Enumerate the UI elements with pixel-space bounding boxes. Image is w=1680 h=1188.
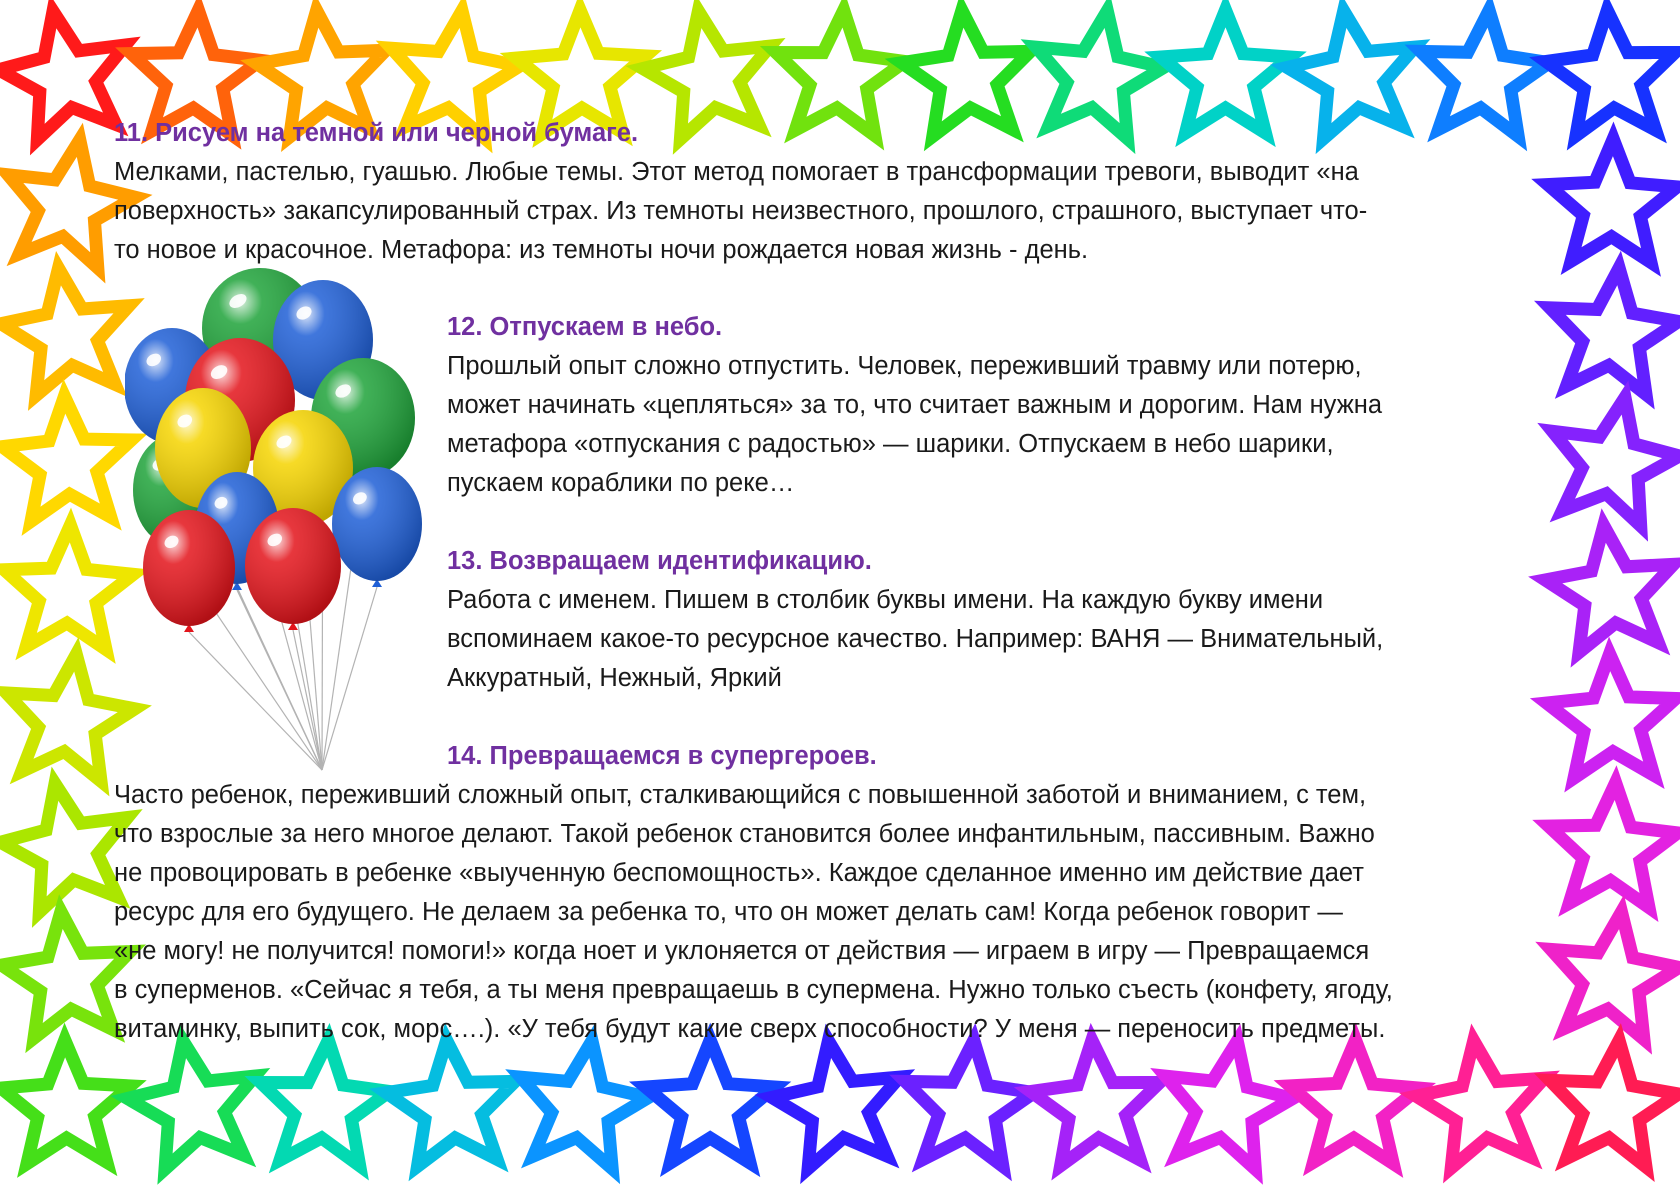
section-12-line: пускаем кораблики по реке…	[447, 469, 795, 497]
section-13	[447, 542, 1383, 698]
section-14-line: Часто ребенок, переживший сложный опыт, сталкивающийся с повышенной заботой и вниманием, с тем,	[114, 781, 1367, 809]
star-icon	[1166, 1041, 1293, 1169]
star-icon	[4, 525, 133, 649]
star-icon	[1, 268, 129, 395]
star-icon	[128, 1041, 255, 1169]
star-icon	[1, 784, 128, 912]
section-14-line: не провоцировать в ребенке «выученную беспомощность». Каждое сделанное именно им действие дает	[114, 859, 1364, 887]
star-icon	[386, 1040, 515, 1166]
section-11-line: поверхность» закапсулированный страх. Из темноты неизвестного, прошлого, страшного, выступает что-	[114, 197, 1368, 225]
balloon-icon	[245, 508, 341, 630]
section-11	[114, 114, 1367, 270]
section-14-line: в суперменов. «Сейчас я тебя, а ты меня превращаешь в супермена. Нужно только съесть (конфету, ягоду,	[114, 976, 1393, 1004]
section-13-line: Работа с именем. Пишем в столбик буквы имени. На каждую букву имени	[447, 586, 1324, 614]
star-icon	[521, 1041, 649, 1169]
section-14	[114, 737, 1393, 1049]
section-14-line: «не могу! не получится! помоги!» когда ноет и уклоняется от действия — играем в игру — Превращаемся	[114, 937, 1370, 965]
balloon-icon	[332, 467, 422, 587]
section-11-line: Мелками, пастелью, гуашью. Любые темы. Этот метод помогает в трансформации тревоги, выводит «на	[114, 158, 1359, 186]
section-12-line: может начинать «цепляться» за то, что считает важным и дорогим. Нам нужна	[447, 391, 1383, 419]
section-12-line: метафора «отпускания с радостью» — шарики. Отпускаем в небо шарики,	[447, 430, 1334, 458]
star-icon	[772, 1041, 900, 1169]
section-12-heading: 12. Отпускаем в небо.	[447, 313, 723, 341]
star-icon	[1545, 526, 1673, 653]
star-icon	[261, 1040, 390, 1166]
section-14-line: витаминку, выпить сок, морс….). «У тебя будут какие сверх способности? У меня — переносить предметы.	[114, 1015, 1386, 1043]
star-icon	[0, 11, 126, 139]
section-12-line: Прошлый опыт сложно отпустить. Человек, переживший травму или потерю,	[447, 352, 1362, 380]
star-icon	[1550, 1040, 1679, 1167]
star-icon	[1416, 1041, 1544, 1168]
section-11-line: то новое и красочное. Метафора: из темноты ночи рождается новая жизнь - день.	[114, 236, 1089, 264]
star-icon	[1547, 654, 1676, 778]
section-11-heading: 11. Рисуем на темной или черной бумаге.	[114, 119, 639, 147]
section-13-line: Аккуратный, Нежный, Яркий	[447, 664, 782, 692]
section-13-line: вспоминаем какое-то ресурсное качество. Например: ВАНЯ — Внимательный,	[447, 625, 1384, 653]
star-icon	[905, 1040, 1034, 1166]
section-14-line: ресурс для его будущего. Не делаем за ребенка то, что он может делать сам! Когда ребенок говорит —	[114, 898, 1343, 926]
star-icon	[1421, 10, 1550, 136]
star-icon	[2, 912, 131, 1039]
section-14-line: что взрослые за него многое делают. Такой ребенок становится более инфантильным, пассивным. Важно	[114, 820, 1375, 848]
star-icon	[1290, 1040, 1419, 1164]
section-14-heading: 14. Превращаемся в супергероев.	[447, 742, 877, 770]
star-icon	[1031, 1040, 1160, 1166]
star-icon	[1548, 139, 1677, 263]
star-icon	[1550, 268, 1679, 395]
balloon-icon	[143, 510, 235, 632]
star-icon	[646, 1040, 775, 1163]
star-icon	[1, 1040, 130, 1164]
section-12	[447, 308, 1382, 503]
star-icon	[2, 396, 131, 521]
star-icon	[1546, 10, 1675, 136]
star-icon	[1549, 783, 1678, 908]
star-icon	[1553, 398, 1680, 526]
star-icon	[1551, 912, 1679, 1039]
balloon-bunch-icon	[125, 268, 445, 773]
section-13-heading: 13. Возвращаем идентификацию.	[447, 547, 872, 575]
